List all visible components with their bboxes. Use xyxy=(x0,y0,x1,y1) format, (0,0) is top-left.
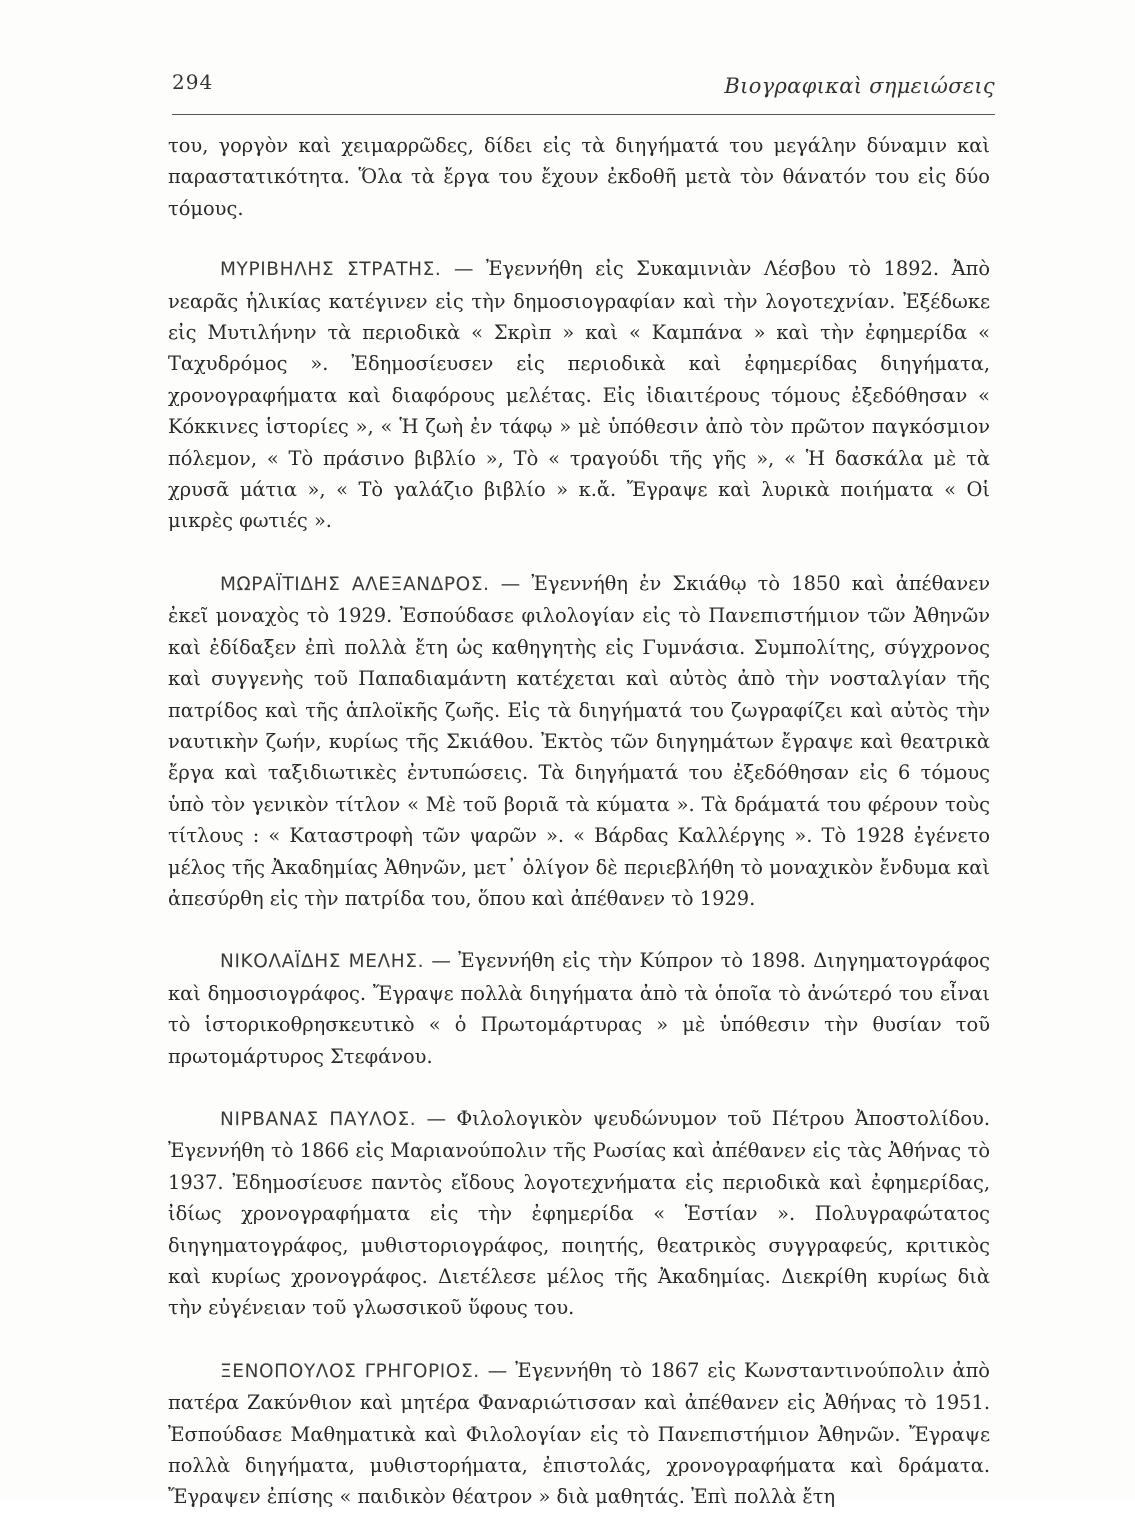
continuation-paragraph: του, γοργὸν καὶ χειμαρρῶδες, δίδει εἰς τὰ διηγήματά του μεγάλην δύναμιν καὶ παραστατικότητα. Ὅλα τὰ ἔργα του ἔχουν ἐκδοθῆ μετὰ τὸν θάνατόν του εἰς δύο τόμους. xyxy=(168,134,990,220)
entry-xenopoulos xyxy=(168,1355,990,1513)
body-text xyxy=(168,130,990,1513)
entry-text: — Ἐγεννήθη τὸ 1867 εἰς Κωνσταντινούπολιν ἀπὸ πατέρα Ζακύνθιον καὶ μητέρα Φαναριώτισσαν καὶ ἀπέθανεν εἰς Ἀθήνας τὸ 1951. Ἐσπούδασε Μαθηματικὰ καὶ Φιλολογίαν εἰς τὸ Πανεπιστήμιον Ἀθηνῶν. Ἔγραψε πολλὰ διηγήματα, μυθιστορήματα, ἐπιστολάς, χρονογραφήματα καὶ δράματα. Ἔγραψεν ἐπίσης « παιδικὸν θέατρον » διὰ μαθητάς. Ἐπὶ πολλὰ ἔτη xyxy=(168,1358,990,1509)
entry-name: ΝΙΚΟΛΑΪΔΗΣ ΜΕΛΗΣ. xyxy=(220,951,425,973)
entry-nirvanas xyxy=(168,1103,990,1324)
entry-name: ΞΕΝΟΠΟΥΛΟΣ ΓΡΗΓΟΡΙΟΣ. xyxy=(220,1360,480,1382)
running-head: Βιογραφικαὶ σημειώσεις xyxy=(724,74,995,98)
header-rule xyxy=(172,114,995,115)
page-number: 294 xyxy=(172,70,214,94)
entry-text: — Ἐγεννήθη ἐν Σκιάθῳ τὸ 1850 καὶ ἀπέθανεν ἐκεῖ μοναχὸς τὸ 1929. Ἐσπούδασε φιλολογίαν εἰς τὸ Πανεπιστήμιον τῶν Ἀθηνῶν καὶ ἐδίδαξεν ἐπὶ πολλὰ ἔτη ὡς καθηγητὴς εἰς Γυμνάσια. Συμπολίτης, σύγχρονος καὶ συγγενὴς τοῦ Παπαδιαμάντη κατέχεται καὶ αὐτὸς ἀπὸ τὴν νοσταλγίαν τῆς πατρίδος καὶ τῆς ἁπλοϊκῆς ζωῆς. Εἰς τὰ διηγήματά του ζωγραφίζει καὶ αὐτὸς τὴν ναυτικὴν ζωήν, κυρίως τῆς Σκιάθου. Ἐκτὸς τῶν διηγημάτων ἔγραψε καὶ θεατρικὰ ἔργα καὶ ταξιδιωτικὲς ἐντυπώσεις. Τὰ διηγήματά του ἐξεδόθησαν εἰς 6 τόμους ὑπὸ τὸν γενικὸν τίτλον « Μὲ τοῦ βοριᾶ τὰ κύματα ». Τὰ δράματά του φέρουν τοὺς τίτλους : « Καταστροφὴ τῶν ψαρῶν ». « Βάρδας Καλλέργης ». Τὸ 1928 ἐγένετο μέλος τῆς Ἀκαδημίας Ἀθηνῶν, μετ᾽ ὀλίγον δὲ περιεβλήθη τὸ μοναχικὸν ἔνδυμα καὶ ἀπεσύρθη εἰς τὴν πατρίδα του, ὅπου καὶ ἀπέθανεν τὸ 1929. xyxy=(168,571,990,910)
entry-name: ΜΥΡΙΒΗΛΗΣ ΣΤΡΑΤΗΣ. xyxy=(220,259,442,281)
entry-nikolaidis xyxy=(168,945,990,1072)
entry-name: ΜΩΡΑΪΤΙΔΗΣ ΑΛΕΞΑΝΔΡΟΣ. xyxy=(220,573,490,595)
entry-text: — Ἐγεννήθη εἰς Συκαμινιὰν Λέσβου τὸ 1892. Ἀπὸ νεαρᾶς ἡλικίας κατέγινεν εἰς τὴν δημοσιογραφίαν καὶ τὴν λογοτεχνίαν. Ἐξέδωκε εἰς Μυτιλήνην τὰ περιοδικὰ « Σκρὶπ » καὶ « Καμπάνα » καὶ τὴν ἐφημερίδα « Ταχυδρόμος ». Ἐδημοσίευσεν εἰς περιοδικὰ καὶ ἐφημερίδας διηγήματα, χρονογραφήματα καὶ διαφόρους μελέτας. Εἰς ἰδιαιτέρους τόμους ἐξεδόθησαν « Κόκκινες ἱστορίες », « Ἡ ζωὴ ἐν τάφῳ » μὲ ὑπόθεσιν ἀπὸ τὸν πρῶτον παγκόσμιον πόλεμον, « Τὸ πράσινο βιβλίο », Τὸ « τραγούδι τῆς γῆς », « Ἡ δασκάλα μὲ τὰ χρυσᾶ μάτια », « Τὸ γαλάζιο βιβλίο » κ.ἄ. Ἔγραψε καὶ λυρικὰ ποιήματα « Οἱ μικρὲς φωτιές ». xyxy=(168,257,991,533)
page-header xyxy=(172,70,995,110)
entry-text: — Φιλολογικὸν ψευδώνυμον τοῦ Πέτρου Ἀποστολίδου. Ἐγεννήθη τὸ 1866 εἰς Μαριανούπολιν τῆς Ρωσίας καὶ ἀπέθανεν εἰς τὰς Ἀθήνας τὸ 1937. Ἐδημοσίευσε παντὸς εἴδους λογοτεχνήματα εἰς περιοδικὰ καὶ ἐφημερίδας, ἰδίως χρονογραφήματα εἰς τὴν ἐφημερίδα « Ἑστίαν ». Πολυγραφώτατος διηγηματογράφος, μυθιστοριογράφος, ποιητής, θεατρικὸς συγγραφεύς, κριτικὸς καὶ κυρίως χρονογράφος. Διετέλεσε μέλος τῆς Ἀκαδημίας. Διεκρίθη κυρίως διὰ τὴν εὐγένειαν τοῦ γλωσσικοῦ ὕφους του. xyxy=(168,1106,990,1320)
entry-name: ΝΙΡΒΑΝΑΣ ΠΑΥΛΟΣ. xyxy=(220,1108,417,1130)
entry-myrivilis xyxy=(168,253,990,537)
entry-text: — Ἐγεννήθη εἰς τὴν Κύπρον τὸ 1898. Διηγηματογράφος καὶ δημοσιογράφος. Ἔγραψε πολλὰ διηγήματα ἀπὸ τὰ ὁποῖα τὸ ἀνώτερό του εἶναι τὸ ἱστορικοθρησκευτικὸ « ὁ Πρωτομάρτυρας » μὲ ὑπόθεσιν τὴν θυσίαν τοῦ πρωτομάρτυρος Στεφάνου. xyxy=(168,949,990,1068)
entry-moraitidis xyxy=(168,568,990,914)
